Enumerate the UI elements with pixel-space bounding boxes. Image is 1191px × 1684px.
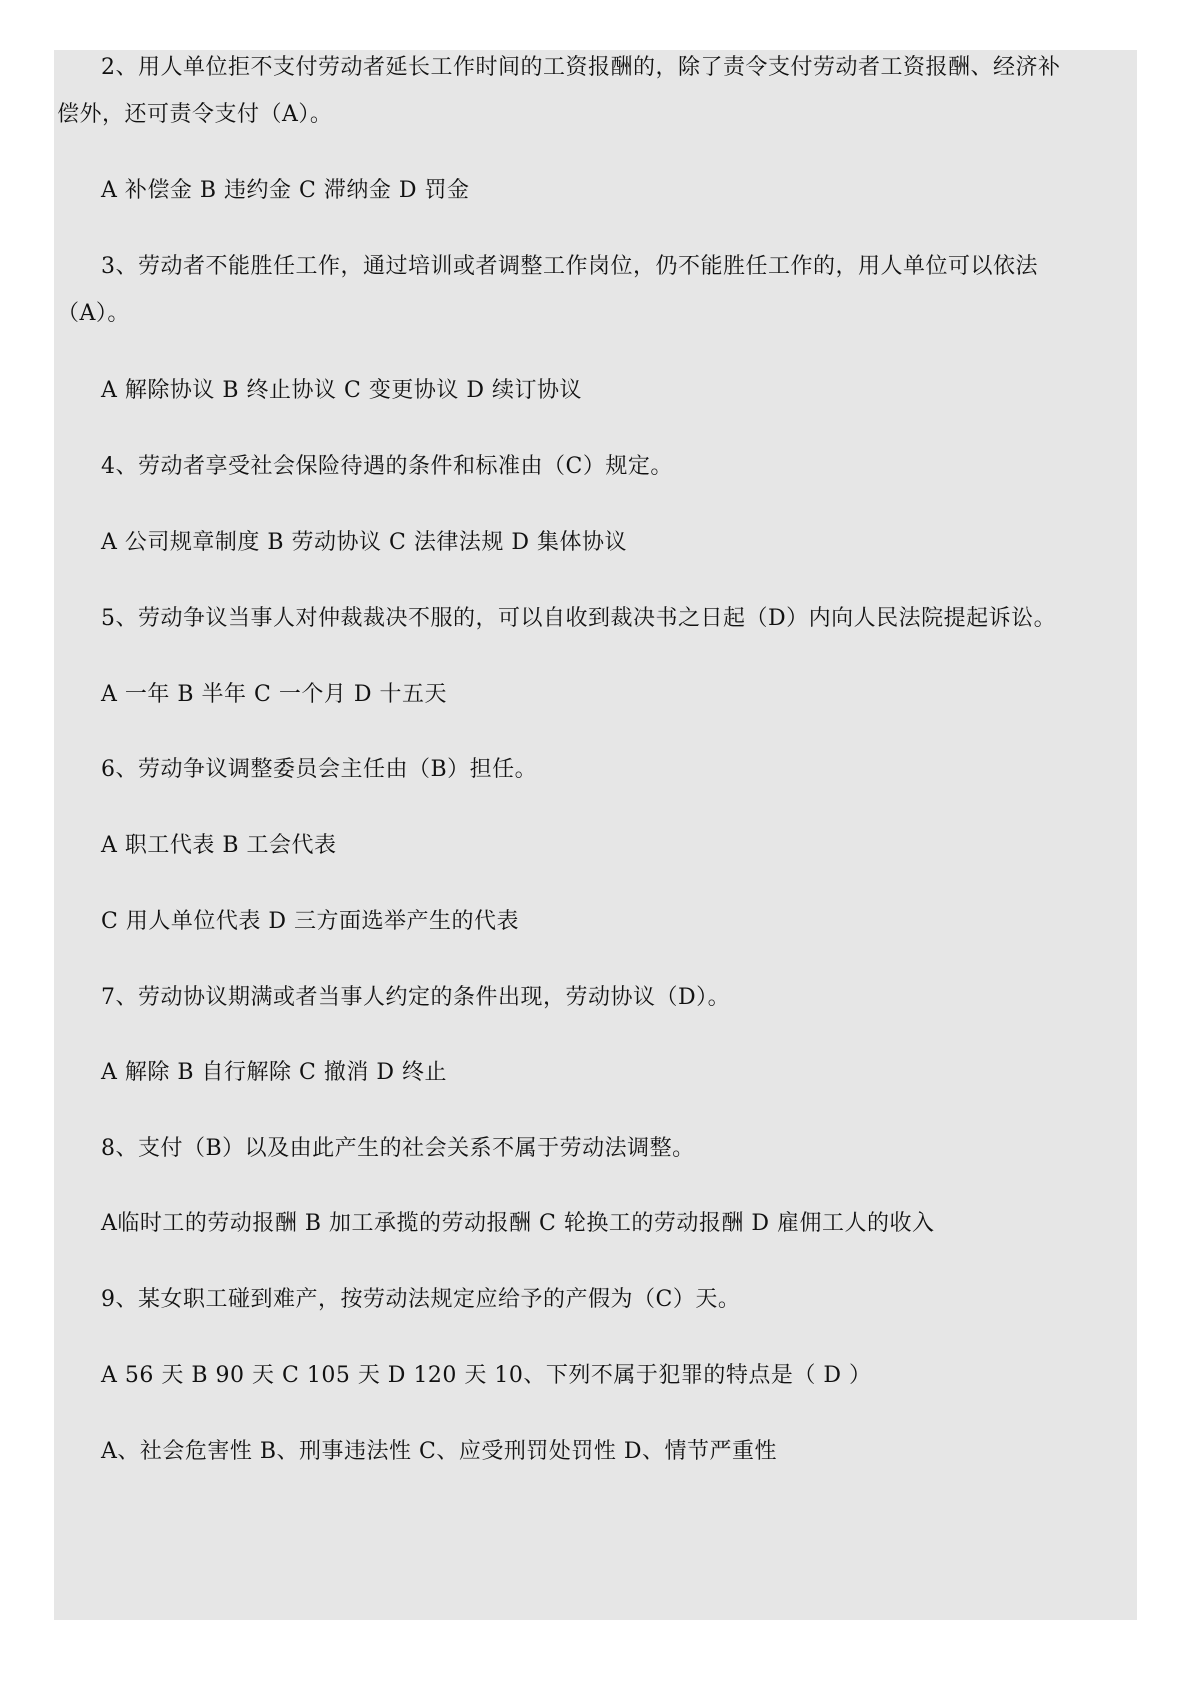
question-8-options: A临时工的劳动报酬 B 加工承揽的劳动报酬 C 轮换工的劳动报酬 D 雇佣工人的收入 bbox=[101, 1211, 935, 1236]
question-8-text: 8、支付（B）以及由此产生的社会关系不属于劳动法调整。 bbox=[101, 1136, 695, 1161]
question-9-options-and-question-10: A 56 天 B 90 天 C 105 天 D 120 天 10、下列不属于犯罪的特点是（ D ） bbox=[101, 1363, 872, 1388]
question-3-options: A 解除协议 B 终止协议 C 变更协议 D 续订协议 bbox=[101, 378, 582, 403]
question-3-continuation: （A）。 bbox=[57, 301, 130, 326]
question-6-options-row-1: A 职工代表 B 工会代表 bbox=[101, 833, 337, 858]
question-4-options: A 公司规章制度 B 劳动协议 C 法律法规 D 集体协议 bbox=[101, 530, 627, 555]
question-2-options: A 补偿金 B 违约金 C 滞纳金 D 罚金 bbox=[101, 178, 470, 203]
question-6-options-row-2: C 用人单位代表 D 三方面选举产生的代表 bbox=[101, 909, 519, 934]
question-6-text: 6、劳动争议调整委员会主任由（B）担任。 bbox=[101, 757, 538, 782]
question-5-options: A 一年 B 半年 C 一个月 D 十五天 bbox=[101, 682, 447, 707]
question-5-text: 5、劳动争议当事人对仲裁裁决不服的，可以自收到裁决书之日起（D）内向人民法院提起诉讼。 bbox=[101, 606, 1057, 631]
question-4-text: 4、劳动者享受社会保险待遇的条件和标准由（C）规定。 bbox=[101, 454, 673, 479]
question-10-options: A、社会危害性 B、刑事违法性 C、应受刑罚处罚性 D、情节严重性 bbox=[101, 1439, 778, 1464]
question-7-options: A 解除 B 自行解除 C 撤消 D 终止 bbox=[101, 1060, 447, 1085]
question-7-text: 7、劳动协议期满或者当事人约定的条件出现，劳动协议（D）。 bbox=[101, 985, 731, 1010]
question-3-text: 3、劳动者不能胜任工作，通过培训或者调整工作岗位，仍不能胜任工作的，用人单位可以依法 bbox=[101, 254, 1039, 279]
question-2-text: 2、用人单位拒不支付劳动者延长工作时间的工资报酬的，除了责令支付劳动者工资报酬、经济补 bbox=[101, 55, 1061, 80]
question-9-text: 9、某女职工碰到难产，按劳动法规定应给予的产假为（C）天。 bbox=[101, 1287, 741, 1312]
question-2-continuation: 偿外，还可责令支付（A）。 bbox=[57, 102, 333, 127]
